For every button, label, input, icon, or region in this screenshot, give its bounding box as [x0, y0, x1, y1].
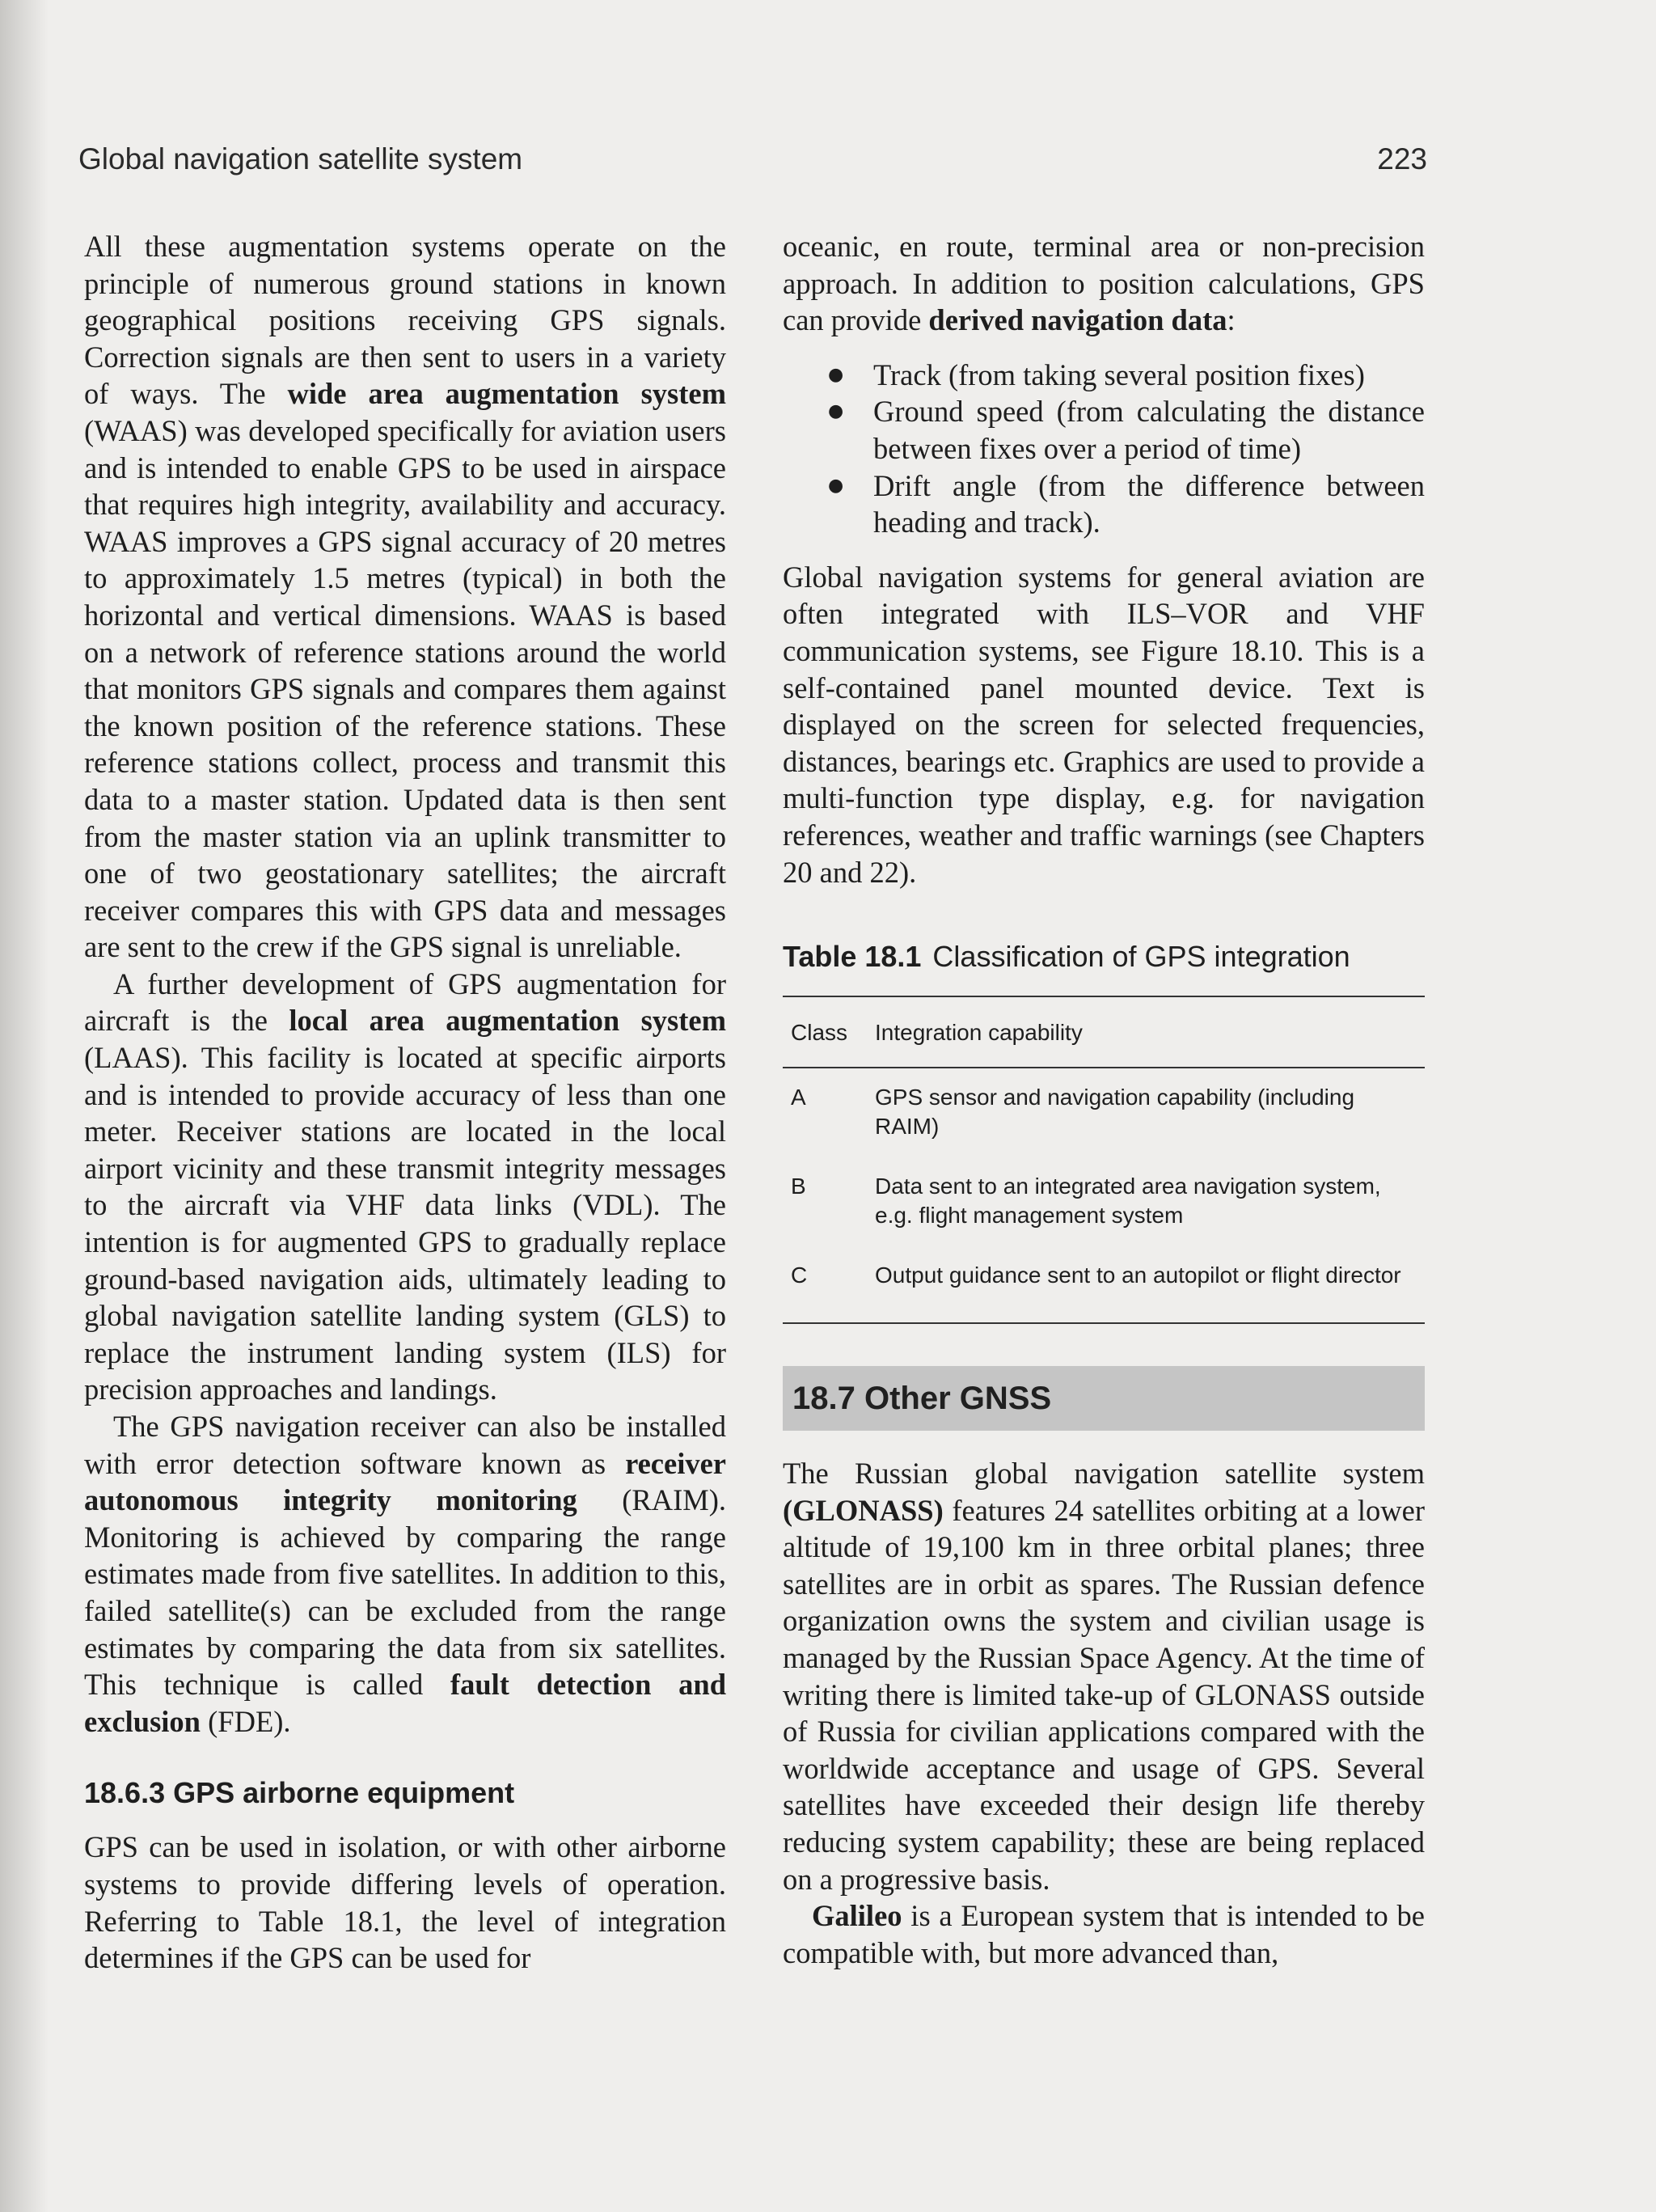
running-header	[78, 142, 1427, 176]
table-caption	[783, 939, 1425, 975]
list-item: ● Track (from taking several position fixes)	[783, 357, 1425, 394]
section-heading-bar: 18.7 Other GNSS	[783, 1366, 1425, 1431]
term-glonass: (GLONASS)	[783, 1493, 944, 1527]
term-laas: local area augmentation system	[289, 1004, 726, 1038]
right-column	[783, 228, 1425, 1971]
table-cell: Output guidance sent to an autopilot or flight director	[875, 1246, 1425, 1323]
paragraph-derived-data: oceanic, en route, terminal area or non-precision approach. In addition to position calculations, GPS can provide derived navigation data:	[783, 230, 1425, 337]
page-edge-shadow	[0, 0, 49, 2212]
table-cell: GPS sensor and navigation capability (including RAIM)	[875, 1085, 1355, 1140]
table-header-row	[783, 996, 1425, 1068]
term-waas: wide area augmentation system	[287, 377, 726, 411]
table-cell: C	[783, 1246, 875, 1323]
table-cell: B	[791, 1174, 806, 1199]
running-title: Global navigation satellite system	[78, 142, 523, 176]
paragraph-waas: All these augmentation systems operate on the principle of numerous ground stations in known geographical positions receiving GPS signals. Correction signals are then sent to users in a variety of ways. The wide area augmentation system (WAAS) was developed specifically for aviation users and is intended to enable GPS to be used in airspace that requires high integrity, availability and accuracy. WAAS improves a GPS signal accuracy of 20 metres to approximately 1.5 metres (typical) in both the horizontal and vertical dimensions. WAAS is based on a network of reference stations around the world that monitors GPS signals and compares them against the known position of the reference stations. These reference stations collect, process and transmit this data to a master station. Updated data is then sent from the master station via an uplink transmitter to one of two geostationary satellites; the aircraft receiver compares this with GPS data and messages are sent to the crew if the GPS signal is unreliable.	[84, 230, 726, 964]
table-title: Classification of GPS integration	[932, 940, 1350, 974]
page-number: 223	[1377, 142, 1427, 176]
bullet-list	[783, 357, 1425, 541]
list-item: ● Ground speed (from calculating the distance between fixes over a period of time)	[783, 393, 1425, 467]
paragraph-laas: A further development of GPS augmentation for aircraft is the local area augmentation system (LAAS). This facility is located at specific airports and is intended to provide accuracy of less than one meter. Receiver stations are located in the local airport vicinity and these transmit integrity messages to the aircraft via VHF data links (VDL). The intention is for augmented GPS to gradually replace ground-based navigation aids, ultimately leading to global navigation satellite landing system (GLS) to replace the instrument landing system (ILS) for precision approaches and landings.	[84, 966, 726, 1406]
list-item: ● Drift angle (from the difference between heading and track).	[783, 467, 1425, 541]
term-raim: receiver autonomous integrity monitoring	[84, 1446, 726, 1517]
paragraph-glonass: The Russian global navigation satellite system (GLONASS) features 24 satellites orbiting at a lower altitude of 19,100 km in three orbital planes; three satellites are in orbit as spares. The Russian defence organization owns the system and civilian usage is managed by the Russian Space Agency. At the time of writing there is limited take-up of GLONASS outside of Russia for civilian applications compared with the worldwide acceptance and usage of GPS. Several satellites have exceeded their design life thereby reducing system capability; these are being replaced on a progressive basis.	[783, 1457, 1425, 1896]
table-row	[783, 1157, 1425, 1246]
term-fde: fault detection and exclusion	[84, 1668, 726, 1738]
paragraph-airborne-equipment: GPS can be used in isolation, or with other airborne systems to provide differing levels of operation. Referring to Table 18.1, the level of integration determines if the GPS can be used for	[84, 1830, 726, 1975]
term-galileo: Galileo	[812, 1899, 902, 1933]
table-row	[783, 1068, 1425, 1157]
paragraph-general-aviation: Global navigation systems for general aviation are often integrated with ILS–VOR and VHF communication systems, see Figure 18.10. This is a self-contained panel mounted device. Text is displayed on the screen for selected frequencies, distances, bearings etc. Graphics are used to provide a multi-function type display, e.g. for navigation references, weather and traffic warnings (see Chapters 20 and 22).	[783, 560, 1425, 889]
table-cell: Data sent to an integrated area navigation system, e.g. flight management system	[875, 1174, 1381, 1229]
table-label: Table 18.1	[783, 940, 922, 974]
column-header-class: Class	[783, 996, 875, 1068]
paragraph-raim: The GPS navigation receiver can also be installed with error detection software known as receiver autonomous integrity monitoring (RAIM). Monitoring is achieved by comparing the range estimates made from five satellites. In addition to this, failed satellite(s) can be excluded from the range estimates by comparing the data from six satellites. This technique is called fault detection and exclusion (FDE).	[84, 1410, 726, 1738]
table-row	[783, 1246, 1425, 1323]
column-header-capability: Integration capability	[875, 996, 1425, 1068]
term-derived-navigation-data: derived navigation data	[928, 303, 1227, 337]
left-column	[84, 228, 726, 1977]
paragraph-galileo: Galileo is a European system that is intended to be compatible with, but more advanced than,	[783, 1899, 1425, 1969]
table-cell: A	[791, 1085, 806, 1110]
gps-integration-table	[783, 996, 1425, 1324]
subsection-heading: 18.6.3 GPS airborne equipment	[84, 1776, 515, 1810]
